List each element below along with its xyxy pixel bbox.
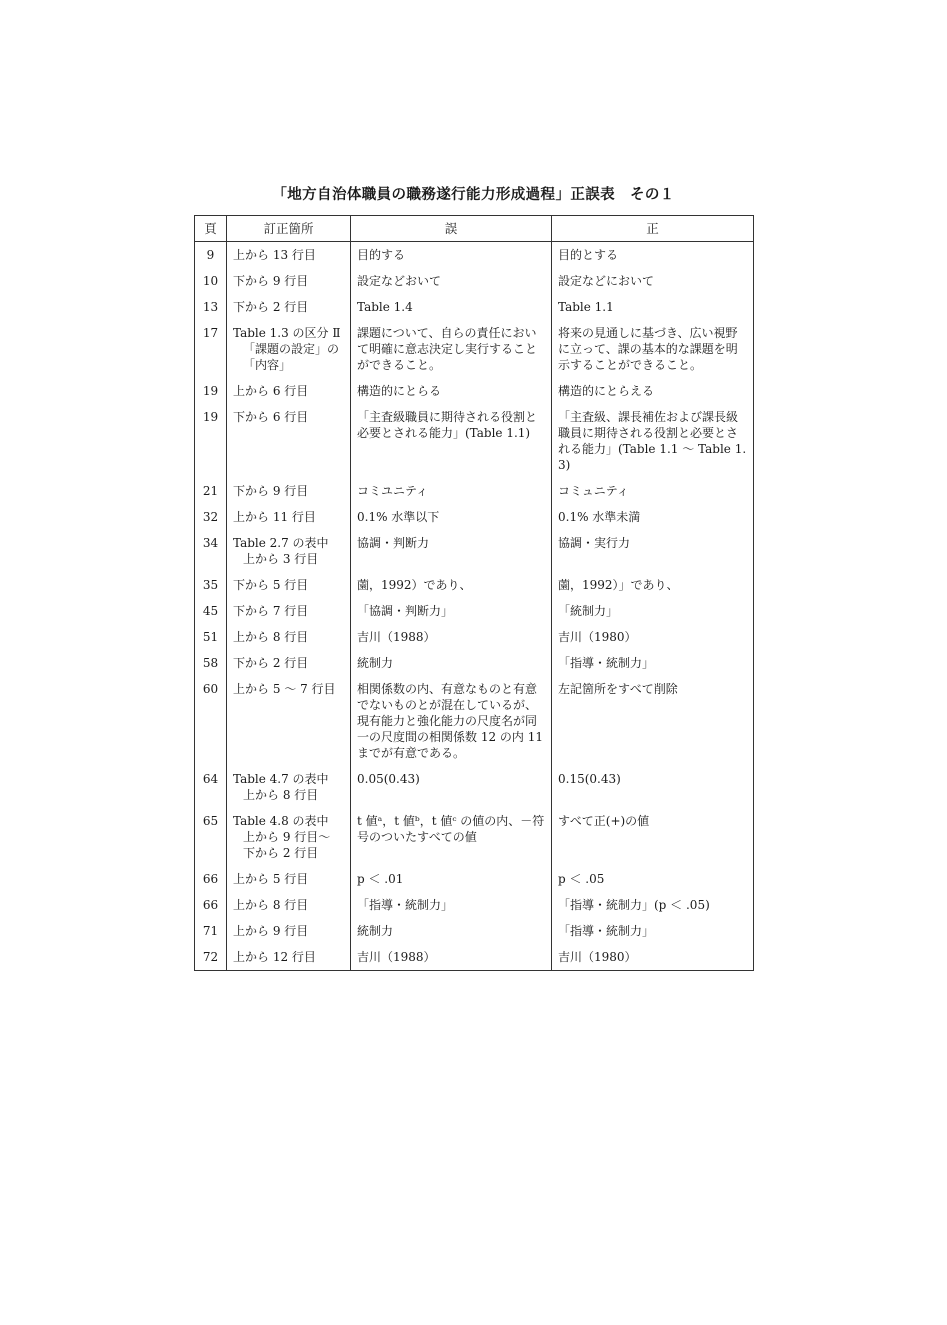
header-wrong: 誤 — [351, 216, 552, 242]
table-row — [195, 378, 754, 404]
cell-location — [227, 676, 351, 766]
location-line: 上から 9 行目 — [233, 924, 309, 938]
location-line: 下から 2 行目 — [243, 846, 319, 860]
cell-correct: すべて正(+)の値 — [552, 808, 754, 866]
cell-correct: 目的とする — [552, 242, 754, 269]
cell-wrong: コミユニティ — [351, 478, 552, 504]
cell-location — [227, 624, 351, 650]
cell-correct: 「指導・統制力」 — [552, 918, 754, 944]
location-line: 上から 5 ～ 7 行目 — [233, 682, 336, 696]
cell-correct: 左記箇所をすべて削除 — [552, 676, 754, 766]
cell-location — [227, 530, 351, 572]
cell-wrong: 吉川（1988） — [351, 624, 552, 650]
cell-location — [227, 504, 351, 530]
location-line: 上から 8 行目 — [243, 788, 319, 802]
cell-page: 32 — [195, 504, 227, 530]
cell-location — [227, 242, 351, 269]
cell-wrong: 0.05(0.43) — [351, 766, 552, 808]
location-line: 上から 12 行目 — [233, 950, 316, 964]
location-line: 「内容」 — [243, 358, 292, 372]
table-row — [195, 624, 754, 650]
location-line: 下から 6 行目 — [233, 410, 309, 424]
cell-page: 71 — [195, 918, 227, 944]
cell-page: 21 — [195, 478, 227, 504]
table-row — [195, 866, 754, 892]
cell-page: 13 — [195, 294, 227, 320]
location-line: Table 4.7 の表中 — [233, 772, 329, 786]
cell-correct: 構造的にとらえる — [552, 378, 754, 404]
table-row — [195, 598, 754, 624]
cell-correct: 0.1% 水準未満 — [552, 504, 754, 530]
location-line: Table 2.7 の表中 — [233, 536, 329, 550]
location-line: 上から 6 行目 — [233, 384, 309, 398]
cell-page: 60 — [195, 676, 227, 766]
table-row — [195, 504, 754, 530]
cell-location — [227, 944, 351, 971]
cell-wrong: t 値ᵃ，t 値ᵇ，t 値ᶜ の値の内、－符号のついたすべての値 — [351, 808, 552, 866]
cell-wrong: 目的する — [351, 242, 552, 269]
location-line: 下から 7 行目 — [233, 604, 309, 618]
table-row — [195, 892, 754, 918]
cell-page: 58 — [195, 650, 227, 676]
cell-correct: 「指導・統制力」(p ＜ .05) — [552, 892, 754, 918]
header-location: 訂正箇所 — [227, 216, 351, 242]
cell-correct: 薗，1992）」であり、 — [552, 572, 754, 598]
cell-wrong: 課題について、自らの責任において明確に意志決定し実行することができること。 — [351, 320, 552, 378]
cell-page: 64 — [195, 766, 227, 808]
cell-page: 34 — [195, 530, 227, 572]
location-line: 上から 13 行目 — [233, 248, 316, 262]
cell-wrong: 協調・判断力 — [351, 530, 552, 572]
cell-location — [227, 766, 351, 808]
table-row — [195, 478, 754, 504]
table-row — [195, 944, 754, 971]
table-row — [195, 676, 754, 766]
header-page: 頁 — [195, 216, 227, 242]
cell-correct: 「主査級、課長補佐および課長級職員に期待される役割と必要とされる能力」(Table 1.1 ～ Table 1.3) — [552, 404, 754, 478]
cell-page: 35 — [195, 572, 227, 598]
cell-location — [227, 866, 351, 892]
cell-wrong: 薗，1992）であり、 — [351, 572, 552, 598]
cell-location — [227, 572, 351, 598]
cell-correct: 「指導・統制力」 — [552, 650, 754, 676]
table-row — [195, 766, 754, 808]
cell-wrong: Table 1.4 — [351, 294, 552, 320]
table-row — [195, 242, 754, 269]
cell-page: 19 — [195, 404, 227, 478]
errata-table — [194, 215, 754, 971]
cell-page: 19 — [195, 378, 227, 404]
cell-wrong: 「協調・判断力」 — [351, 598, 552, 624]
location-line: 下から 9 行目 — [233, 274, 309, 288]
table-row — [195, 294, 754, 320]
cell-location — [227, 650, 351, 676]
location-line: 上から 8 行目 — [233, 898, 309, 912]
cell-correct: 吉川（1980） — [552, 944, 754, 971]
location-line: 下から 2 行目 — [233, 656, 309, 670]
table-row — [195, 530, 754, 572]
cell-location — [227, 892, 351, 918]
cell-wrong: 0.1% 水準以下 — [351, 504, 552, 530]
cell-wrong: p ＜ .01 — [351, 866, 552, 892]
cell-location — [227, 808, 351, 866]
location-line: Table 4.8 の表中 — [233, 814, 329, 828]
cell-location — [227, 404, 351, 478]
location-line: 上から 8 行目 — [233, 630, 309, 644]
cell-wrong: 吉川（1988） — [351, 944, 552, 971]
cell-page: 66 — [195, 866, 227, 892]
location-line: Table 1.3 の区分 Ⅱ — [233, 326, 341, 340]
cell-correct: 0.15(0.43) — [552, 766, 754, 808]
location-line: 上から 5 行目 — [233, 872, 309, 886]
table-row — [195, 268, 754, 294]
cell-page: 66 — [195, 892, 227, 918]
location-line: 下から 2 行目 — [233, 300, 309, 314]
cell-wrong: 設定などおいて — [351, 268, 552, 294]
cell-page: 45 — [195, 598, 227, 624]
cell-location — [227, 268, 351, 294]
cell-page: 72 — [195, 944, 227, 971]
table-header-row — [195, 216, 754, 242]
table-row — [195, 320, 754, 378]
cell-location — [227, 294, 351, 320]
cell-correct: 「統制力」 — [552, 598, 754, 624]
location-line: 上から 3 行目 — [243, 552, 319, 566]
cell-wrong: 統制力 — [351, 918, 552, 944]
cell-correct: p ＜ .05 — [552, 866, 754, 892]
cell-correct: Table 1.1 — [552, 294, 754, 320]
cell-location — [227, 478, 351, 504]
table-row — [195, 808, 754, 866]
cell-page: 65 — [195, 808, 227, 866]
cell-correct: 協調・実行力 — [552, 530, 754, 572]
location-line: 上から 11 行目 — [233, 510, 316, 524]
errata-body — [195, 242, 754, 971]
cell-location — [227, 378, 351, 404]
cell-location — [227, 918, 351, 944]
cell-location — [227, 598, 351, 624]
header-correct: 正 — [552, 216, 754, 242]
cell-correct: コミュニティ — [552, 478, 754, 504]
cell-correct: 吉川（1980） — [552, 624, 754, 650]
cell-wrong: 「主査級職員に期待される役割と必要とされる能力」(Table 1.1) — [351, 404, 552, 478]
cell-page: 9 — [195, 242, 227, 269]
location-line: 下から 9 行目 — [233, 484, 309, 498]
cell-correct: 将来の見通しに基づき、広い視野に立って、課の基本的な課題を明示することができること。 — [552, 320, 754, 378]
table-row — [195, 650, 754, 676]
cell-location — [227, 320, 351, 378]
location-line: 下から 5 行目 — [233, 578, 309, 592]
cell-wrong: 相関係数の内、有意なものと有意でないものとが混在しているが、現有能力と強化能力の尺度名が同一の尺度間の相関係数 12 の内 11 までが有意である。 — [351, 676, 552, 766]
table-row — [195, 918, 754, 944]
cell-page: 51 — [195, 624, 227, 650]
location-line: 「課題の設定」の — [243, 342, 340, 356]
cell-page: 17 — [195, 320, 227, 378]
cell-wrong: 「指導・統制力」 — [351, 892, 552, 918]
cell-correct: 設定などにおいて — [552, 268, 754, 294]
cell-page: 10 — [195, 268, 227, 294]
page-title: 「地方自治体職員の職務遂行能力形成過程」正誤表 その１ — [272, 187, 675, 203]
table-row — [195, 572, 754, 598]
table-row — [195, 404, 754, 478]
location-line: 上から 9 行目～ — [243, 830, 331, 844]
cell-wrong: 統制力 — [351, 650, 552, 676]
cell-wrong: 構造的にとらる — [351, 378, 552, 404]
